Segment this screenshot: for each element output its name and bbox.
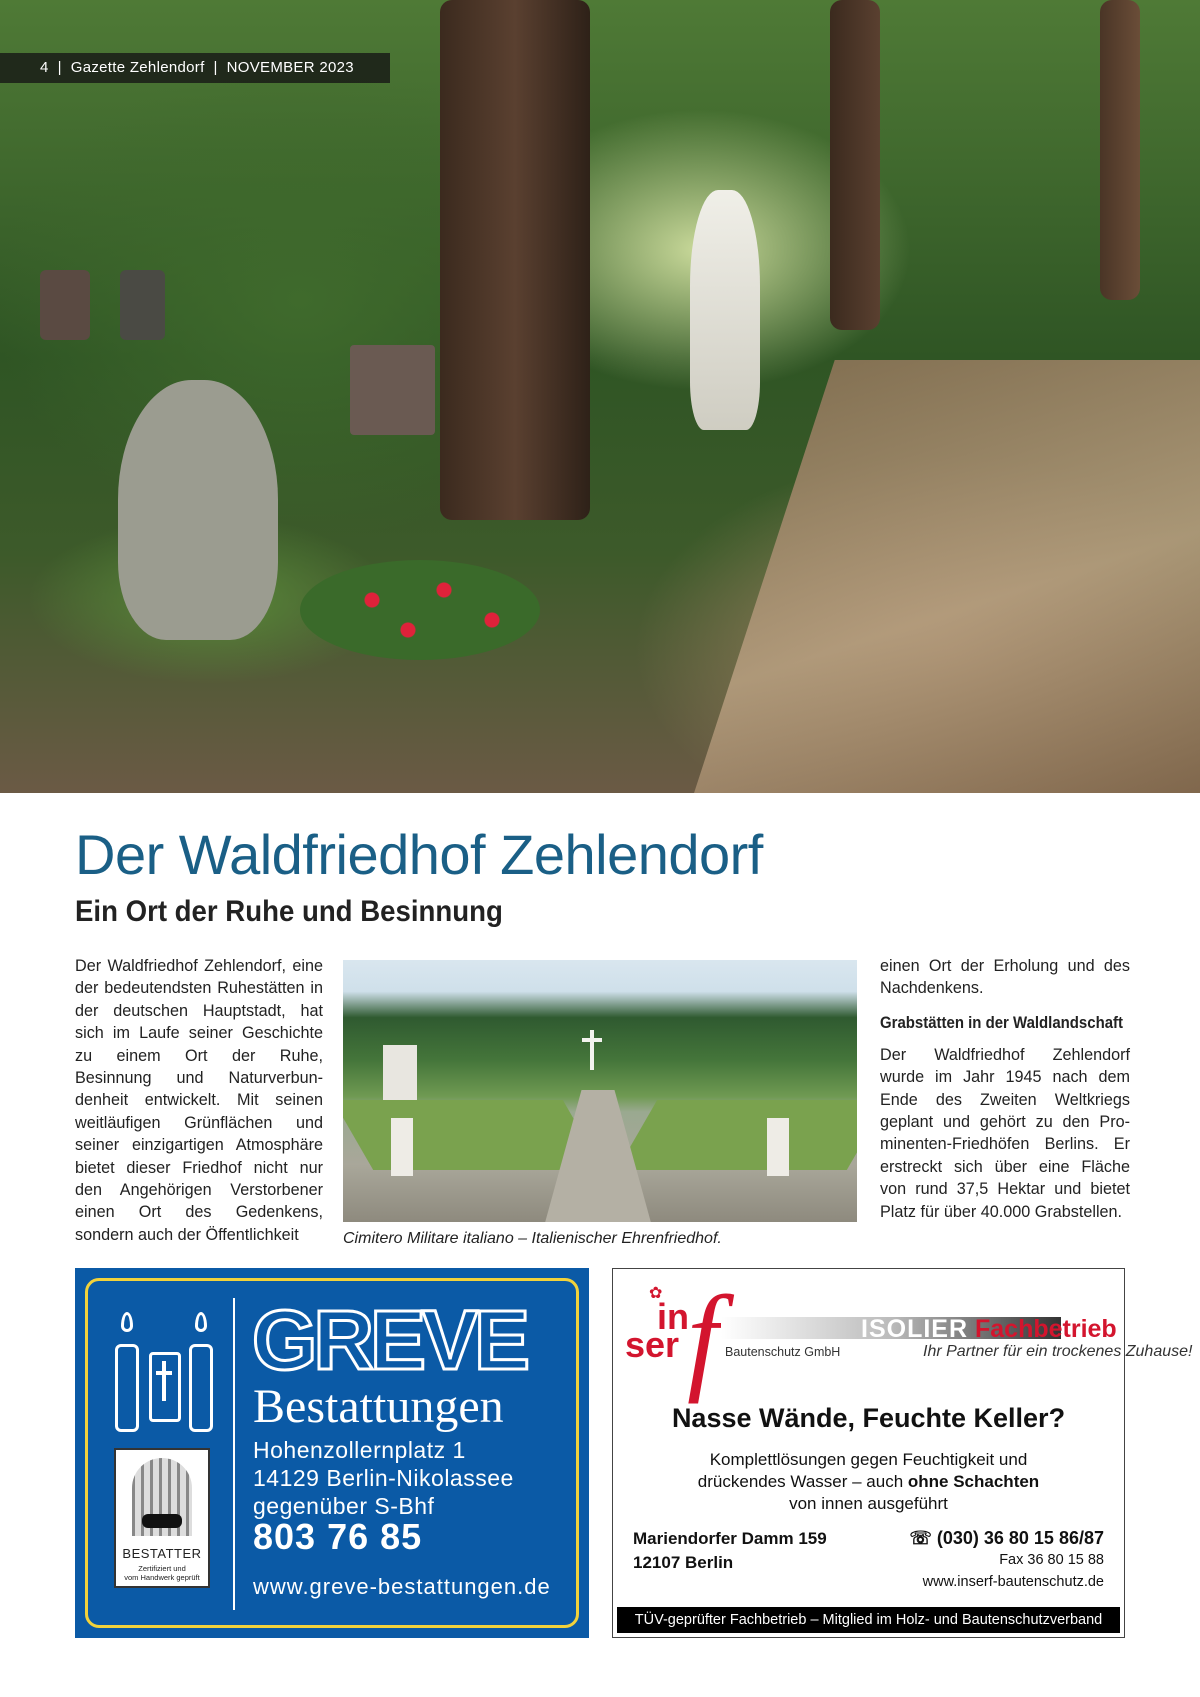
memorial-cross bbox=[590, 1030, 594, 1070]
inserf-advertisement[interactable] bbox=[612, 1268, 1193, 1638]
ad-body: Komplettlösungen gegen Feuchtigkeit und drückendes Wasser – auch ohne Schachten von innen ausgeführt bbox=[697, 1450, 1040, 1513]
coffin-icon bbox=[142, 1514, 182, 1528]
certification-badge bbox=[114, 1448, 210, 1588]
issue-date: NOVEMBER 2023 bbox=[226, 59, 354, 76]
page-number: 4 bbox=[40, 59, 49, 76]
gravestone bbox=[120, 270, 165, 340]
candle-icon bbox=[189, 1344, 213, 1432]
badge-subtitle: Zertifiziert und vom Handwerk geprüft bbox=[124, 1564, 200, 1582]
flame-icon bbox=[195, 1312, 207, 1332]
memorial-stele bbox=[767, 1118, 789, 1176]
greve-address: Hohenzollernplatz 1 14129 Berlin-Nikolassee gegenüber S-Bhf bbox=[253, 1437, 514, 1519]
column-3-body: Der Waldfriedhof Zehlendorf wurde im Jahr 1945 nach dem Ende des Zweiten Weltkriegs geplant und gehört zu den Prominenten-Friedhöfen Berlins. Er erstreckt sich über eine Fläche von rund 37,5 Hektar und bietet Platz für über 40.000 Grabstellen. bbox=[880, 1045, 1130, 1221]
greve-subtitle: Bestattungen bbox=[253, 1380, 504, 1433]
rose-icon: ✿ bbox=[649, 1285, 663, 1302]
tree-trunk bbox=[1100, 0, 1140, 300]
greve-phone[interactable]: 803 76 85 bbox=[253, 1516, 423, 1557]
cross-icon bbox=[149, 1352, 181, 1422]
ad-footer: TÜV-geprüfter Fachbetrieb – Mitglied im Holz- und Bautenschutzverband bbox=[617, 1607, 1120, 1633]
tree-trunk bbox=[440, 0, 590, 520]
section-heading: Grabstätten in der Waldlandschaft bbox=[880, 1012, 1124, 1032]
slogan: Ihr Partner für ein trockenes Zuhause! bbox=[923, 1343, 1193, 1360]
inserf-contact bbox=[909, 1527, 1104, 1593]
article-subtitle: Ein Ort der Ruhe und Besinnung bbox=[75, 895, 503, 928]
memorial-monument bbox=[383, 1045, 417, 1100]
italian-cemetery-photo bbox=[343, 960, 857, 1222]
greve-advertisement[interactable] bbox=[75, 1268, 589, 1638]
flower-bed bbox=[300, 560, 540, 660]
company-name: Bautenschutz GmbH bbox=[725, 1345, 841, 1359]
article-title: Der Waldfriedhof Zehlendorf bbox=[75, 823, 763, 886]
greve-logo: GREVE bbox=[252, 1293, 527, 1387]
ad-headline: Nasse Wände, Feuchte Keller? bbox=[671, 1403, 1066, 1433]
gravestone bbox=[40, 270, 90, 340]
candles-cross-icon bbox=[115, 1302, 213, 1432]
photo-caption: Cimitero Militare italiano – Italienischer Ehrenfriedhof. bbox=[343, 1230, 722, 1247]
column-3-intro: einen Ort der Erholung und des Nachdenkens. bbox=[880, 957, 1130, 998]
gravestone bbox=[350, 345, 435, 435]
publication-name: Gazette Zehlendorf bbox=[70, 59, 205, 76]
gravestone bbox=[118, 380, 278, 640]
forest-path bbox=[685, 360, 1200, 793]
fachbetrieb-label: Fachbetrieb bbox=[975, 1315, 1117, 1343]
candle-icon bbox=[115, 1344, 139, 1432]
angel-statue bbox=[690, 190, 760, 430]
greve-website-link[interactable]: www.greve-bestattungen.de bbox=[253, 1574, 551, 1599]
article-column-3 bbox=[880, 955, 1130, 1223]
phone-icon: ☏ bbox=[909, 1528, 937, 1548]
flame-icon bbox=[121, 1312, 133, 1332]
inserf-fax: Fax 36 80 15 88 bbox=[999, 1552, 1104, 1568]
cemetery-photo bbox=[0, 0, 1200, 793]
inserf-logo: ✿ in ser f bbox=[625, 1271, 721, 1404]
article-column-1: Der Waldfriedhof Zehlendorf, eine der bedeutendsten Ruhestätten in der deutschen Hauptstadt, hat sich im Laufe seiner Geschichte zu einem Ort der Ruhe, Besinnung und Naturverbundenheit entwickelt. Mit seinen weitläufigen Grünflächen und seiner einzigartigen Atmosphäre bietet dieser Friedhof nicht nur den Angehörigen Verstorbener einen Ort des Gedenkens, sondern auch der Öffentlichkeit bbox=[75, 957, 323, 1244]
divider-line bbox=[233, 1298, 235, 1610]
inserf-address: Mariendorfer Damm 159 12107 Berlin bbox=[633, 1529, 827, 1572]
badge-title: BESTATTER bbox=[122, 1546, 202, 1561]
tree-trunk bbox=[830, 0, 880, 330]
inserf-phone[interactable]: ☏ (030) 36 80 15 86/87 bbox=[909, 1528, 1104, 1548]
isolier-label: ISOLIER bbox=[861, 1315, 969, 1343]
page-header: 4 | Gazette Zehlendorf | NOVEMBER 2023 bbox=[0, 53, 390, 83]
memorial-stele bbox=[391, 1118, 413, 1176]
inserf-website-link[interactable]: www.inserf-bautenschutz.de bbox=[922, 1574, 1104, 1590]
lawn bbox=[617, 1100, 857, 1170]
